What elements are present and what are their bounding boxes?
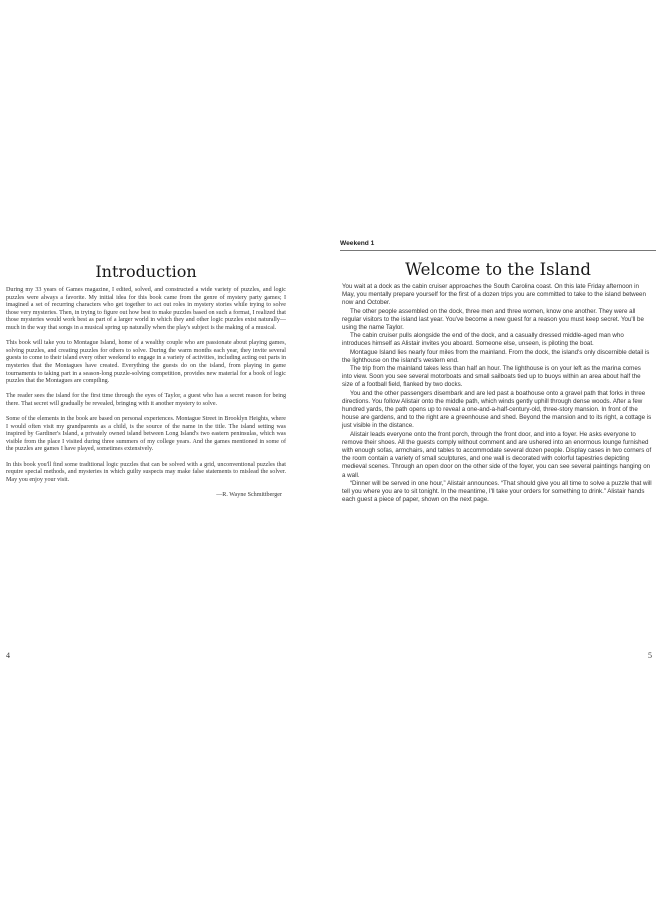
right-page [330,0,660,904]
intro-paragraph: The reader sees the island for the first time through the eyes of Taylor, a guest who has a secret reason for being there. That secret will gradually be revealed, bringing with it another mystery to solve. [6,393,286,407]
page-number-right: 5 [648,651,652,660]
chapter-body [342,283,652,504]
intro-title: Introduction [95,262,197,281]
intro-paragraph: This book will take you to Montague Island, home of a wealthy couple who are passionate about playing games, solving puzzles, and creating puzzles for others to solve. During the warm months each year, they invite several guests to come to their island every other weekend to engage in a variety of activities, including acting out parts in mysteries that the Montagues have created. Everything the guests do on the island, from playing in game tournaments to taking part in a season-long puzzle-solving competition, provides new material for a book of logic puzzles that the Montagues are compiling. [6,340,286,385]
chapter-label: Weekend 1 [340,240,375,247]
chapter-paragraph: The trip from the mainland takes less than half an hour. The lighthouse is on your left as the marina comes into view. Soon you see several motorboats and small sailboats tied up to buoys within an area about half the size of a football field, flanked by two docks. [342,365,641,389]
chapter-paragraph: “Dinner will be served in one hour,” Alistair announces. “That should give you all time to solve a puzzle that will tell you where you are to sit tonight. In the meantime, I'll take your orders for something to drink.” Alistair hands each guest a piece of paper, shown on the next page. [342,479,652,504]
author-signature: —R. Wayne Schmittberger [216,492,282,499]
chapter-paragraph: The cabin cruiser pulls alongside the end of the dock, and a casually dressed middle-aged man who introduces himself as Alistair invites you aboard. Someone else, unseen, is piloting the boat. [342,332,624,348]
chapter-paragraph: The other people assembled on the dock, three men and three women, know one another. They were all regular visitors to the island last year. You've become a new guest for a reason you must keep secret. You'll be using the name Taylor. [342,307,644,332]
chapter-title: Welcome to the Island [405,260,591,279]
chapter-paragraph: You wait at a dock as the cabin cruiser approaches the South Carolina coast. On this late Friday afternoon in May, you mentally prepare yourself for the first of a dozen trips you are committed to take to the island between now and October. [342,283,646,307]
intro-paragraph: Some of the elements in the book are based on personal experiences. Montague Street in Brooklyn Heights, where I would often visit my grandparents as a child, is the source of the name in the title. The island setting was inspired by Gardiner's Island, a privately owned island between Long Island's two eastern peninsulas, which was visible from the place I visited during three summers of my college years. And the games mentioned in some of the puzzles are games I have played, sometimes extensively. [6,416,286,453]
chapter-divider [340,250,656,251]
intro-paragraph: During my 33 years of Games magazine, I edited, solved, and constructed a wide variety of puzzles, and logic puzzles were always a favorite. My initial idea for this book came from the genre of mystery party games; I imagined a set of recurring characters who get together to act out roles in mystery stories while trying to solve those very mysteries. Then, in trying to figure out how best to make puzzles based on such a format, I realized that those mysteries would work best as part of a larger world in which they and other logic puzzles exist naturally—much in the way that songs in a musical spring up naturally when the play's subject is the making of a musical. [6,287,286,331]
intro-paragraph: In this book you'll find some traditional logic puzzles that can be solved with a grid, unconventional puzzles that require special methods, and mysteries in which guilty suspects may make false statements to mislead the solver. May you enjoy your visit. [6,461,286,483]
chapter-paragraph: Alistair leads everyone onto the front porch, through the front door, and into a foyer. He asks everyone to remove their shoes. All the guests comply without comment and are ushered into an enormous lounge furnished with enough sofas, armchairs, and tables to accommodate several dozen people. Display cases in two corners of the room contain a variety of small sculptures, and one wall is decorated with colorful tapestries depicting medieval scenes. Through an open door on the other side of the foyer, you can see several paintings hanging on a wall. [342,430,652,479]
chapter-paragraph: You and the other passengers disembark and are led past a boathouse onto a gravel path that forks in three directions. You follow Alistair onto the middle path, which winds gently uphill through dense woods. After a few hundred yards, the path opens up to reveal a one-and-a-half-century-old, three-story mansion. In front of the house are gardens, and to the right are a greenhouse and shed. Beyond the mansion and to its right, a cottage is just visible in the distance. [342,389,652,430]
page-number-left: 4 [6,651,10,660]
chapter-paragraph: Montague Island lies nearly four miles from the mainland. From the dock, the island's only discernible detail is the lighthouse on the island's western end. [342,348,650,364]
intro-body [6,287,286,500]
